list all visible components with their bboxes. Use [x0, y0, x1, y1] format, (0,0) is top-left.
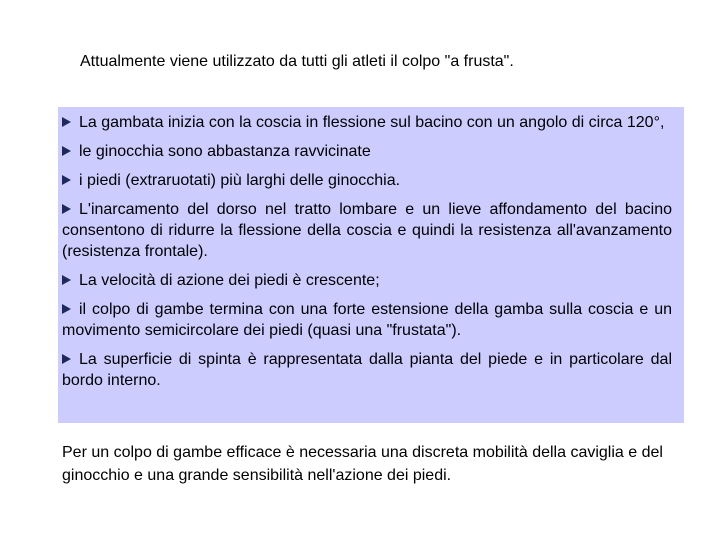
- bullet-item: [62, 141, 672, 162]
- bullet-text: La superficie di spinta è rappresentata dalla pianta del piede e in particolare dal bordo interno.: [62, 351, 672, 389]
- bullet-text: La gambata inizia con la coscia in flessione sul bacino con un angolo di circa 120°,: [79, 114, 665, 131]
- bullet-item: [62, 299, 672, 341]
- bullet-text: il colpo di gambe termina con una forte estensione della gamba sulla coscia e un movimento semicircolare dei piedi (quasi una "frustata").: [62, 301, 672, 339]
- bullet-item: [62, 270, 672, 291]
- triangle-right-icon: [62, 175, 71, 185]
- closing-note: Per un colpo di gambe efficace è necessaria una discreta mobilità della caviglia e del ginocchio e una grande sensibilità nell'azione dei piedi.: [62, 444, 663, 484]
- triangle-right-icon: [62, 146, 71, 156]
- triangle-right-icon: [62, 117, 71, 127]
- slide-title: Attualmente viene utilizzato da tutti gli atleti il colpo "a frusta".: [80, 53, 514, 70]
- triangle-right-icon: [62, 275, 71, 285]
- bullet-item: [62, 349, 672, 391]
- bullet-item: [62, 170, 672, 191]
- bullet-text: le ginocchia sono abbastanza ravvicinate: [79, 143, 371, 160]
- bullet-text: L'inarcamento del dorso nel tratto lombare e un lieve affondamento del bacino consentono di ridurre la flessione della coscia e quindi la resistenza all'avanzamento (resistenza frontale).: [62, 201, 672, 260]
- bullet-panel: [58, 107, 684, 423]
- bullet-text: i piedi (extraruotati) più larghi delle ginocchia.: [79, 172, 401, 189]
- bullet-item: [62, 112, 672, 133]
- triangle-right-icon: [62, 304, 71, 314]
- bullet-item: [62, 199, 672, 262]
- triangle-right-icon: [62, 354, 71, 364]
- bullet-text: La velocità di azione dei piedi è crescente;: [79, 272, 380, 289]
- triangle-right-icon: [62, 204, 71, 214]
